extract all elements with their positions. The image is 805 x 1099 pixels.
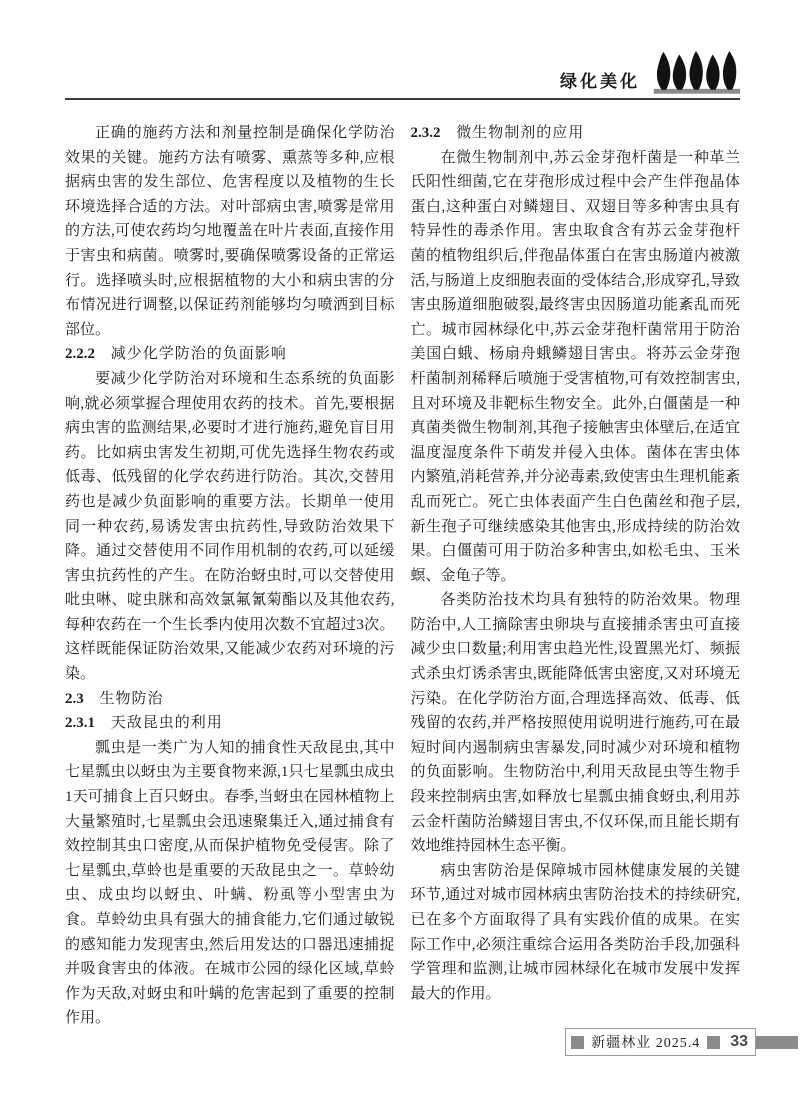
heading-label: 减少化学防治的负面影响 xyxy=(110,346,287,363)
heading-label: 天敌昆虫的利用 xyxy=(110,715,223,732)
heading-label: 生物防治 xyxy=(99,690,164,707)
section-title: 绿化美化 xyxy=(560,72,640,91)
left-column xyxy=(65,121,395,1031)
article-body xyxy=(65,121,740,1031)
paragraph-natural-enemies: 瓢虫是一类广为人知的捕食性天敌昆虫,其中七星瓢虫以蚜虫为主要食物来源,1只七星瓢虫成虫1天可捕食上百只蚜虫。春季,当蚜虫在园林植物上大量繁殖时,七星瓢虫会迅速聚集迁入,通过捕食有效控制其虫口密度,从而保护植物免受侵害。除了七星瓢虫,草蛉也是重要的天敌昆虫之一。草蛉幼虫、成虫均以蚜虫、叶螨、粉虱等小型害虫为食。草蛉幼虫具有强大的捕食能力,它们通过敏锐的感知能力发现害虫,然后用发达的口器迅速捕捉并吸食害虫的体液。在城市公园的绿化区域,草蛉作为天敌,对蚜虫和叶螨的危害起到了重要的控制作用。 xyxy=(65,739,395,1027)
journal-title-issue: 新疆林业 2025.4 xyxy=(591,1036,701,1051)
right-column xyxy=(411,121,741,1031)
paragraph-microbial-agents: 在微生物制剂中,苏云金芽孢杆菌是一种革兰氏阳性细菌,它在芽孢形成过程中会产生伴孢晶体蛋白,这种蛋白对鳞翅目、双翅目等多种害虫具有特异性的毒杀作用。害虫取食含有苏云金芽孢杆菌的植物组织后,伴孢晶体蛋白在害虫肠道内被激活,与肠道上皮细胞表面的受体结合,形成穿孔,导致害虫肠道细胞破裂,最终害虫因肠道功能紊乱而死亡。城市园林绿化中,苏云金芽孢杆菌常用于防治美国白蛾、杨扇舟蛾鳞翅目害虫。将苏云金芽孢杆菌制剂稀释后喷施于受害植物,可有效控制害虫,且对环境及非靶标生物安全。此外,白僵菌是一种真菌类微生物制剂,其孢子接触害虫体壁后,在适宜温度湿度条件下萌发并侵入虫体。菌体在害虫体内繁殖,消耗营养,并分泌毒素,致使害虫生理机能紊乱而死亡。死亡虫体表面产生白色菌丝和孢子层,新生孢子可继续感染其他害虫,形成持续的防治效果。白僵菌可用于防治多种害虫,如松毛虫、玉米螟、金龟子等。 xyxy=(410,149,740,584)
heading-2-2-2 xyxy=(65,342,395,367)
paragraph-application-methods: 正确的施药方法和剂量控制是确保化学防治效果的关键。施药方法有喷雾、熏蒸等多种,应根据病虫害的发生部位、危害程度以及植物的生长环境选择合适的方法。对叶部病虫害,喷雾是常用的方法,可使农药均匀地覆盖在叶片表面,直接作用于害虫和病菌。喷雾时,要确保喷雾设备的正常运行。选择喷头时,应根据植物的大小和病虫害的分布情况进行调整,以保证药剂能够均匀喷洒到目标部位。 xyxy=(65,125,395,338)
heading-2-3-2 xyxy=(411,121,741,146)
heading-2-3-1 xyxy=(65,711,395,736)
paragraph-conclusion: 病虫害防治是保障城市园林健康发展的关键环节,通过对城市园林病虫害防治技术的持续研究,已在多个方面取得了具有实践价值的成果。在实际工作中,必须注重综合运用各类防治手段,加强科学管理和监测,让城市园林绿化在城市发展中发挥最大的作用。 xyxy=(410,862,740,1002)
heading-number: 2.3.2 xyxy=(410,125,441,141)
heading-label: 微生物制剂的应用 xyxy=(456,125,585,141)
paragraph-reduce-negative-impact: 要减少化学防治对环境和生态系统的负面影响,就必须掌握合理使用农药的技术。首先,要根据病虫害的监测结果,必要时才进行施药,避免盲目用药。比如病虫害发生初期,可优先选择生物农药或低毒、低残留的化学农药进行防治。其次,交替用药也是减少负面影响的重要方法。长期单一使用同一种农药,易诱发害虫抗药性,导致防治效果下降。通过交替使用不同作用机制的农药,可以延缓害虫抗药性的产生。在防治蚜虫时,可以交替使用吡虫啉、啶虫脒和高效氯氟氰菊酯以及其他农药,每种农药在一个生长季内使用次数不宜超过3次。这样既能保证防治效果,又能减少农药对环境的污染。 xyxy=(65,370,395,683)
header-divider xyxy=(65,98,740,100)
footer-bar-decoration xyxy=(756,1036,798,1049)
heading-2-3 xyxy=(65,687,395,712)
trees-icon xyxy=(652,50,740,96)
page-number: 33 xyxy=(730,1033,748,1050)
footer-journal-box xyxy=(565,1028,756,1056)
heading-number: 2.3.1 xyxy=(65,715,95,732)
page-footer xyxy=(565,1028,798,1056)
heading-number: 2.2.2 xyxy=(65,346,95,363)
footer-square-icon xyxy=(571,1036,584,1049)
page-header xyxy=(65,0,740,96)
heading-number: 2.3 xyxy=(65,690,84,707)
footer-square-icon xyxy=(707,1036,720,1049)
paragraph-technique-comparison: 各类防治技术均具有独特的防治效果。物理防治中,人工摘除害虫卵块与直接捕杀害虫可直接减少虫口数量;利用害虫趋光性,设置黑光灯、频振式杀虫灯诱杀害虫,既能降低害虫密度,又对环境无污染。在化学防治方面,合理选择高效、低毒、低残留的农药,并严格按照使用说明进行施药,可在最短时间内遏制病虫害暴发,同时减少对环境和植物的负面影响。生物防治中,利用天敌昆虫等生物手段来控制病虫害,如释放七星瓢虫捕食蚜虫,利用苏云金杆菌防治鳞翅目害虫,不仅环保,而且能长期有效地维持园林生态平衡。 xyxy=(410,592,740,855)
